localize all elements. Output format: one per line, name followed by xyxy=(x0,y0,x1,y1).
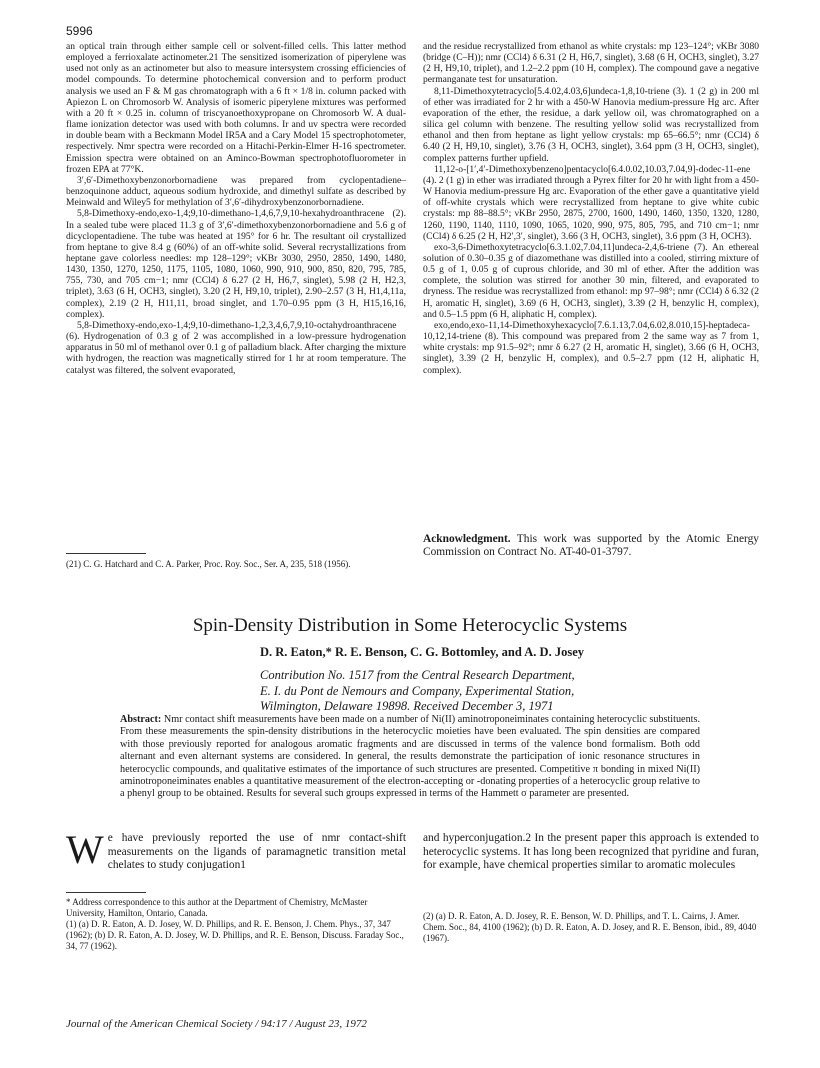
paragraph: 5,8-Dimethoxy-endo,exo-1,4;9,10-dimethano-1,2,3,4,6,7,9,10-octahydroanthracene (6). Hydrogenation of 0.3 g of 2 was accomplished in a low-pressure hydrogenation apparatus in 50 ml of methanol over 0.1 g of palladium black. After charging the mixture with hydrogen, the reaction was magnetically stirred for 1 hr at room temperature. The catalyst was filtered, the solvent evaporated, xyxy=(66,319,406,376)
footnote-text: * Address correspondence to this author at the Department of Chemistry, McMaster University, Hamilton, Ontario, Canada. xyxy=(66,897,368,918)
paragraph: exo,endo,exo-11,14-Dimethoxyhexacyclo[7.6.1.13,7.04,6.02,8.010,15]-heptadeca-10,12,14-triene (8). This compound was prepared from 2 the same way as 7 from 1, white crystals: mp 91.5–92°; nmr δ 6.27 (2 H, aromatic H, singlet), 3.66 (6 H, OCH3, singlet), 3.39 (2 H, benzylic H, complex), and 0.5–2.7 ppm (12 H, aliphatic H, complex). xyxy=(423,319,759,376)
affiliation-line: Contribution No. 1517 from the Central Research Department, xyxy=(260,668,575,682)
paragraph: and the residue recrystallized from ethanol as white crystals: mp 123–124°; νKBr 3080 (bridge (C–H)); nmr (CCl4) δ 6.31 (2 H, H6,7, singlet), 3.68 (6 H, OCH3, singlet), 3.27 (2 H, H9,10, triplet), and 1.2–2.2 ppm (10 H, complex). The compound gave a negative permanganate test for unsaturation. xyxy=(423,41,759,86)
paragraph: an optical train through either sample cell or solvent-filled cells. This latter method employed a ferrioxalate actinometer.21 The sensitized isomerization of piperylene was used not only as an actinometer but also to measure intersystem crossing efficiencies of model compounds. To determine photochemical conversion and to perform product analysis we used an F & M gas chromatograph with a 6 ft × 1/8 in. column packed with Apiezon L on Chromosorb W. Analysis of isomeric piperylene mixtures was performed with a 20 ft × 0.25 in. column of triscyanoethoxypropane on Chromosorb W. A dual-flame ionization detector was used with both columns. Ir and uv spectra were recorded in double beam with a Beckmann Model IR5A and a Cary Model 15 spectrophotometer, respectively. Nmr spectra were recorded on a Hitachi-Perkin-Elmer H-16 spectrometer. Emission spectra were obtained on an Aminco-Bowman spectrophotofluorometer in frozen EPA at 77°K. xyxy=(66,41,406,175)
paragraph: 5,8-Dimethoxy-endo,exo-1,4;9,10-dimethano-1,4,6,7,9,10-hexahydroanthracene (2). In a sealed tube were placed 11.3 g of 3′,6′-dimethoxybenzonorbornadiene and 5.6 g of dicyclopentadiene. The tube was heated at 195° for 6 hr. The resultant oil crystallized from heptane to give 8.4 g (60%) of an off-white solid. Several recrystallizations from heptane gave colorless needles: mp 128–129°; νKBr 3030, 2950, 2850, 1490, 1480, 1430, 1350, 1270, 1250, 1175, 1105, 1080, 1060, 990, 910, 900, 850, 820, 795, 785, 755, 730, and 705 cm−1; nmr (CCl4) δ 6.27 (2 H, H6,7, singlet), 5.98 (2 H, H2,3, triplet), 3.63 (6 H, OCH3, singlet), 3.20 (2 H, H9,10, triplet), 2.90–2.57 (3 H, H1,4,11a, complex), 2.19 (2 H, H11,11, broad singlet, and 1.70–0.95 ppm (3 H, H15,16,16, complex). xyxy=(66,208,406,320)
left-top-footnote xyxy=(66,553,406,570)
abstract-text: Nmr contact shift measurements have been made on a number of Ni(II) aminotroponeiminates containing heterocyclic substituents. From these measurements the spin-density distributions in the heterocyclic moieties have been evaluated. The spin densities are compared with those previously reported for analogous aromatic fragments and are discussed in terms of the valence bond formalism. Both odd alternant and even alternant systems are considered. In general, the results demonstrate the participation of ionic resonance structures in heterocyclic compounds, and qualitative estimates of the importance of such structures are presented. Competitive π bonding in mixed Ni(II) aminotroponeiminates enables a quantitative measurement of the electron-accepting or -donating properties of a heterocyclic group relative to a phenyl group to be obtained. Results for several such groups expressed in terms of the Hammett σ parameter are presented. xyxy=(120,714,701,800)
affiliation-line: E. I. du Pont de Nemours and Company, Experimental Station, xyxy=(260,683,575,698)
footnotes-right xyxy=(423,911,759,944)
paragraph: exo-3,6-Dimethoxytetracyclo[6.3.1.02,7.04,11]undeca-2,4,6-triene (7). An ethereal solution of 0.30–0.35 g of diazomethane was distilled into a cooled, stirring mixture of 0.5 g of 1, 0.05 g of cuprous chloride, and 30 ml of ether. After the addition was complete, the solution was stirred for another 30 min, filtered, and evaporated to dryness. The residue was recrystallized from ethanol: mp 97–98°; nmr (CCl4) δ 6.32 (2 H, aromatic H, singlet), 3.69 (6 H, OCH3, singlet), 3.39 (2 H, benzylic H, complex), and 0.5–1.5 ppm (6 H, aliphatic H, complex). xyxy=(423,241,759,320)
article-title: Spin-Density Distribution in Some Heterocyclic Systems xyxy=(192,615,628,636)
footnote-text: (2) (a) D. R. Eaton, A. D. Josey, R. E. Benson, W. D. Phillips, and T. L. Cairns, J. Amer. Chem. Soc., 84, 4100 (1962); (b) D. R. Eaton, A. D. Josey, and R. E. Benson, ibid., 89, 4040 (1967). xyxy=(423,911,757,943)
drop-cap: W xyxy=(66,827,104,872)
contribution-affiliation xyxy=(260,668,760,715)
article-authors: D. R. Eaton,* R. E. Benson, C. G. Bottomley, and A. D. Josey xyxy=(260,645,584,659)
body-text: e have previously reported the use of nmr contact-shift measurements on the ligands of paramagnetic transition metal chelates to study conjugation1 xyxy=(107,832,406,872)
footnote-text: (1) (a) D. R. Eaton, A. D. Josey, W. D. Phillips, and R. E. Benson, J. Chem. Phys., 37, 347 (1962); (b) D. R. Eaton, A. D. Josey, W. D. Phillips, and R. E. Benson, Discuss. Faraday Soc., 34, 77 (1962). xyxy=(66,919,404,951)
paragraph: 3′,6′-Dimethoxybenzonorbornadiene was prepared from cyclopentadiene–benzoquinone adduct, aqueous sodium hydroxide, and dimethyl sulfate as described by Meinwald and Wiley5 for methylation of 3′,6′-dihydroxybenzonorbornadiene. xyxy=(66,174,406,209)
acknowledgment-label: Acknowledgment. xyxy=(423,533,511,545)
abstract xyxy=(120,714,700,801)
paragraph: 8,11-Dimethoxytetracyclo[5.4.02,4.03,6]undeca-1,8,10-triene (3). 1 (2 g) in 200 ml of ether was irradiated for 2 hr with a 450-W Hanovia medium-pressure Hg arc. After evaporation of the ether, the residue, a dark yellow oil, was chromatographed on a silica gel column with benzene. The resulting yellow solid was recrystallized from ethanol and then from heptane as light yellow crystals: mp 65–66.5°; nmr (CCl4) δ 6.40 (2 H, H9,10, singlet), 3.76 (3 H, OCH3, singlet), 3.64 ppm (3 H, OCH3, singlet), complex patterns further upfield. xyxy=(423,85,759,164)
affiliation-line: Wilmington, Delaware 19898. Received December 3, 1971 xyxy=(260,699,554,714)
body-right-column: and hyperconjugation.2 In the present paper this approach is extended to heterocyclic systems. It has long been recognized that pyridine and furan, for example, have chemical properties similar to aromatic molecules xyxy=(423,832,759,872)
right-experimental-column xyxy=(423,41,759,376)
acknowledgment xyxy=(423,533,759,559)
footnote-text: (21) C. G. Hatchard and C. A. Parker, Proc. Roy. Soc., Ser. A, 235, 518 (1956). xyxy=(66,559,351,569)
journal-footer: Journal of the American Chemical Society / 94:17 / August 23, 1972 xyxy=(66,1018,367,1030)
footnote-rule xyxy=(66,553,146,554)
page-number: 5996 xyxy=(66,24,93,38)
footnotes-left xyxy=(66,892,406,952)
left-experimental-column xyxy=(66,41,406,376)
paragraph: 11,12-o-[1′,4′-Dimethoxybenzeno]pentacyclo[6.4.0.02,10.03,7.04,9]-dodec-11-ene (4). 2 (1 g) in ether was irradiated through a Pyrex filter for 20 hr with light from a 450-W Hanovia medium-pressure Hg arc. Evaporation of the ether gave a quantitative yield of off-white crystals which were recrystallized from heptane to give white cubic crystals: mp 88–88.5°; νKBr 2950, 2875, 2700, 1600, 1490, 1460, 1350, 1320, 1280, 1260, 1190, 1140, 1110, 1090, 1065, 1020, 990, 975, 805, 795, and 710 cm−1; nmr (CCl4) δ 6.25 (2 H, H2′,3′, singlet), 3.66 (3 H, OCH3, singlet), 3.6 ppm (3 H, OCH3). xyxy=(423,163,759,242)
footnote-rule xyxy=(66,892,146,893)
acknowledgment-text: This work was supported by the Atomic Energy Commission on Contract No. AT-40-01-3797. xyxy=(423,533,759,559)
abstract-label: Abstract: xyxy=(120,714,162,725)
body-left-column xyxy=(66,827,406,873)
